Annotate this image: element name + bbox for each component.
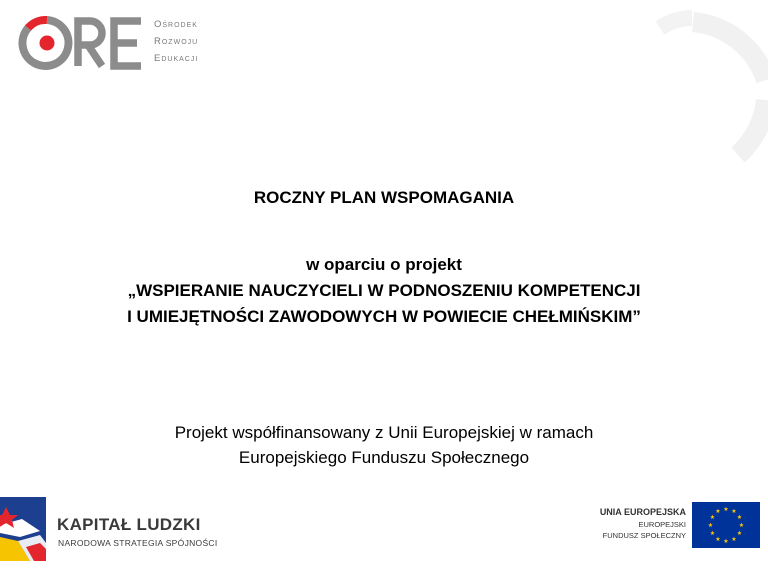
financing-line: Projekt współfinansowany z Unii Europejskiej w ramach [174,423,594,442]
financing-note [0,420,768,470]
eu-fund-line: EUROPEJSKI [638,520,686,529]
project-description [0,252,768,330]
kapital-ludzki-logo [0,497,240,563]
svg-text:★: ★ [709,530,716,537]
svg-text:★: ★ [715,536,721,543]
ore-logo-text [154,16,224,67]
project-name-line: I UMIEJĘTNOŚCI ZAWODOWYCH W POWIECIE CHEŁMIŃSKIM” [127,307,641,326]
ore-logo-line: Edukacji [154,53,199,64]
kapital-ludzki-subtitle: NARODOWA STRATEGIA SPÓJNOŚCI [58,538,218,548]
kapital-ludzki-title: KAPITAŁ LUDZKI [57,515,201,534]
kapital-ludzki-flag-icon [0,497,46,561]
project-intro: w oparciu o projekt [306,255,462,274]
eu-logo [580,502,760,552]
svg-text:★: ★ [707,522,714,529]
svg-text:★: ★ [723,506,729,513]
slide-title: ROCZNY PLAN WSPOMAGANIA [253,188,515,207]
eu-flag-icon [692,502,760,548]
svg-text:★: ★ [715,508,721,515]
eu-name: UNIA EUROPEJSKA [599,507,686,517]
ore-logo-line: Rozwoju [154,36,199,47]
svg-text:★: ★ [736,530,743,537]
svg-text:★: ★ [731,508,737,515]
eu-fund-line: FUNDUSZ SPOŁECZNY [602,531,686,540]
project-name-line: „WSPIERANIE NAUCZYCIELI W PODNOSZENIU KOMPETENCJI [127,281,641,300]
svg-text:★: ★ [738,522,745,529]
financing-line: Europejskiego Funduszu Społecznego [238,448,530,467]
svg-text:★: ★ [736,514,743,521]
eu-logo-text [600,506,686,541]
svg-text:★: ★ [731,536,737,543]
svg-text:★: ★ [723,538,729,545]
ore-logo-line: Ośrodek [154,19,198,30]
decorative-arcs [588,0,768,180]
ore-logo [18,14,218,72]
svg-text:★: ★ [709,514,716,521]
ore-logo-mark [18,14,144,72]
